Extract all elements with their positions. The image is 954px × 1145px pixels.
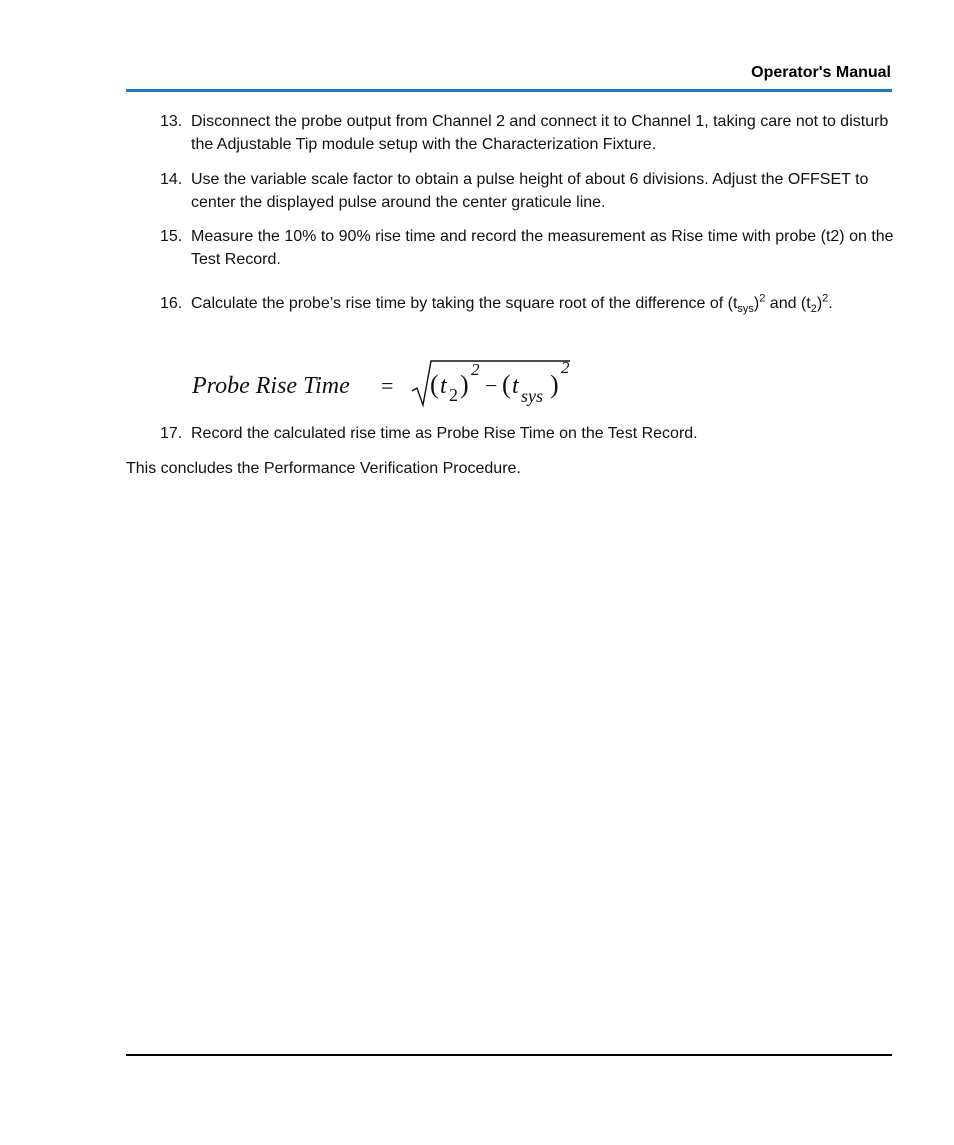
- step-number: 13.: [160, 113, 183, 130]
- var-t-1: t: [440, 373, 447, 399]
- step-16: [160, 289, 895, 319]
- sub-2: 2: [449, 385, 458, 405]
- exp-1: 2: [471, 360, 480, 379]
- step-17: [160, 422, 895, 445]
- footer-rule: [126, 1054, 892, 1056]
- paren-close-2: ): [550, 370, 559, 399]
- equation-equals: =: [381, 373, 394, 398]
- equation-lhs: Probe Rise Time: [192, 373, 350, 399]
- step-number: 14.: [160, 171, 183, 188]
- sub-sys: sys: [521, 386, 543, 406]
- paren-open-1: (: [430, 370, 439, 399]
- paren-close-1: ): [460, 370, 469, 399]
- step-text: Measure the 10% to 90% rise time and record the measurement as Rise time with probe (t2) on the Test Record.: [191, 228, 894, 268]
- conclusion-text: This concludes the Performance Verification Procedure.: [126, 460, 521, 477]
- header-rule: [126, 89, 892, 92]
- minus-sign: −: [485, 373, 498, 398]
- step-text: Disconnect the probe output from Channel 2 and connect it to Channel 1, taking care not to disturb the Adjustable Tip module setup with the Characterization Fixture.: [191, 113, 889, 153]
- var-t-2: t: [512, 373, 519, 399]
- paren-open-2: (: [502, 370, 511, 399]
- step-15: [160, 225, 895, 271]
- page-header-title: Operator's Manual: [751, 64, 891, 81]
- step-text: Use the variable scale factor to obtain a pulse height of about 6 divisions. Adjust the OFFSET to center the displayed pulse around the center graticule line.: [191, 171, 869, 211]
- step-number: 16.: [160, 295, 183, 312]
- step-14: [160, 168, 895, 214]
- step-number: 17.: [160, 425, 183, 442]
- rise-time-equation: [192, 355, 592, 415]
- exp-2: 2: [561, 358, 570, 377]
- step-number: 15.: [160, 228, 183, 245]
- step-text: Calculate the probe’s rise time by taking the square root of the difference of $(t_{sys})^2$ and $(t_2)^2$.: [191, 292, 833, 316]
- step-13: [160, 110, 895, 156]
- step-text: Record the calculated rise time as Probe Rise Time on the Test Record.: [191, 425, 698, 442]
